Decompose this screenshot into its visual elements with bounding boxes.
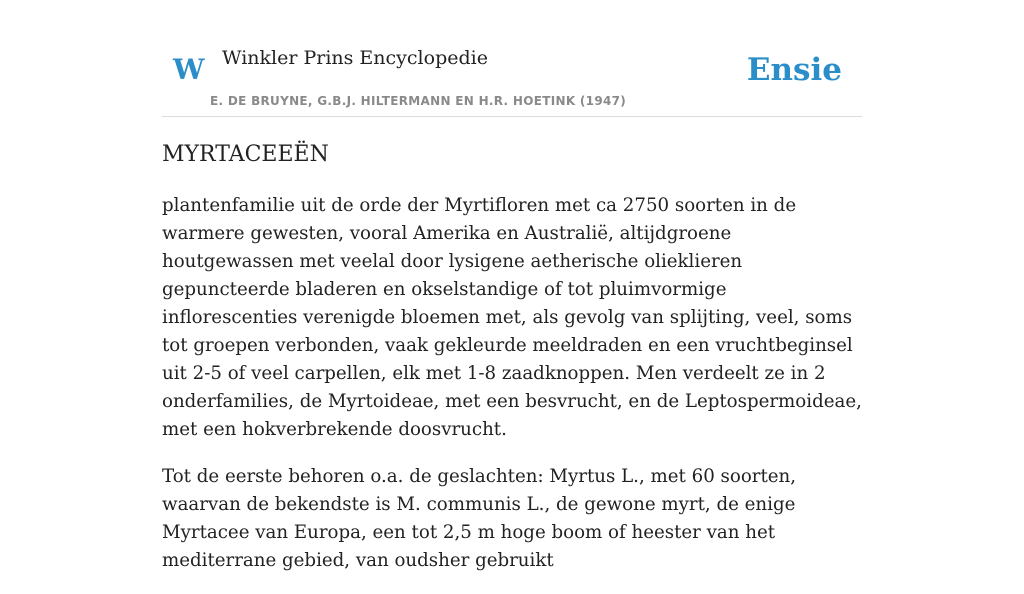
entry-body — [162, 192, 864, 594]
publication-logo[interactable]: W — [173, 53, 205, 86]
publication-authors: E. DE BRUYNE, G.B.J. HILTERMANN EN H.R. HOETINK (1947) — [210, 94, 627, 108]
entry-title: MYRTACEEËN — [162, 142, 329, 167]
entry-paragraph: Tot de eerste behoren o.a. de geslachten: Myrtus L., met 60 soorten, waarvan de bekendste is M. communis L., de gewone myrt, de enige Myrtacee van Europa, een tot 2,5 m hoge boom of heester van het mediterrane gebied, van oudsher gebruikt — [162, 466, 797, 571]
site-header — [162, 0, 862, 117]
ensie-logo[interactable]: Ensie — [746, 52, 842, 88]
publication-title[interactable]: Winkler Prins Encyclopedie — [222, 47, 488, 69]
entry-paragraph: plantenfamilie uit de orde der Myrtifloren met ca 2750 soorten in de warmere gewesten, vooral Amerika en Australië, altijdgroene houtgewassen met veelal door lysigene aetherische olieklieren gepuncteerde bladeren en okselstandige of tot pluimvormige inflorescenties verenigde bloemen met, als gevolg van splijting, veel, soms tot groepen verbonden, vaak gekleurde meeldraden en een vruchtbeginsel uit 2-5 of veel carpellen, elk met 1-8 zaadknoppen. Men verdeelt ze in 2 onderfamilies, de Myrtoideae, met een besvrucht, en de Leptospermoideae, met een hokverbrekende doosvrucht. — [162, 195, 862, 440]
